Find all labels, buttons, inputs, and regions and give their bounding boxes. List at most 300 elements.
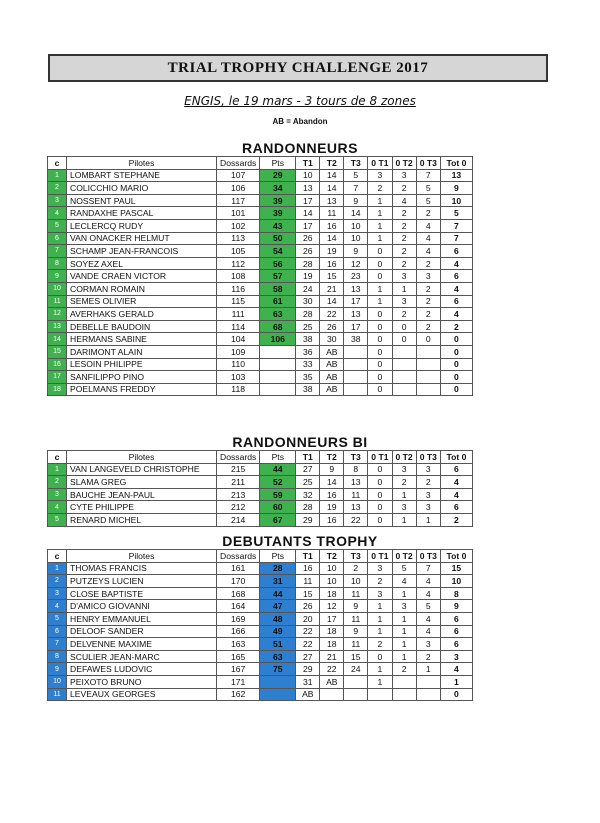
cell-tot: 0 <box>440 345 472 358</box>
table-row <box>48 488 473 501</box>
cell-t3: 13 <box>344 476 368 489</box>
cell-pts: 29 <box>260 169 296 182</box>
table-row <box>48 371 473 384</box>
cell-c: 11 <box>48 688 67 701</box>
column-header: 0 T2 <box>392 550 416 563</box>
cell-t3: 15 <box>344 650 368 663</box>
title-text: TRIAL TROPHY CHALLENGE 2017 <box>167 59 429 76</box>
cell-pts: 34 <box>260 182 296 195</box>
cell-tot: 15 <box>440 562 472 575</box>
cell-t3: 13 <box>344 308 368 321</box>
cell-t2: 13 <box>320 194 344 207</box>
cell-tot: 13 <box>440 169 472 182</box>
cell-c: 8 <box>48 257 67 270</box>
cell-z2: 4 <box>392 194 416 207</box>
cell-t2: AB <box>320 383 344 396</box>
cell-t3 <box>344 383 368 396</box>
cell-t3: 22 <box>344 513 368 526</box>
cell-tot: 9 <box>440 600 472 613</box>
column-header: 0 T3 <box>416 157 440 170</box>
cell-z2 <box>392 688 416 701</box>
table-row <box>48 182 473 195</box>
cell-z1: 1 <box>368 282 392 295</box>
cell-z1: 0 <box>368 513 392 526</box>
cell-c: 12 <box>48 308 67 321</box>
cell-z1: 0 <box>368 245 392 258</box>
cell-z2: 3 <box>392 270 416 283</box>
cell-t3: 9 <box>344 245 368 258</box>
table-row <box>48 476 473 489</box>
cell-dossard: 161 <box>217 562 260 575</box>
column-header: T3 <box>344 451 368 464</box>
cell-z2: 2 <box>392 219 416 232</box>
cell-z2: 5 <box>392 562 416 575</box>
table-row <box>48 320 473 333</box>
cell-z3: 2 <box>416 295 440 308</box>
cell-z3: 7 <box>416 562 440 575</box>
cell-pts: 43 <box>260 219 296 232</box>
column-header: T1 <box>296 451 320 464</box>
cell-t3 <box>344 675 368 688</box>
cell-c: 16 <box>48 358 67 371</box>
cell-tot: 7 <box>440 219 472 232</box>
cell-t1: 30 <box>296 295 320 308</box>
column-header: Dossards <box>217 451 260 464</box>
section-title: DEBUTANTS TROPHY <box>222 533 378 549</box>
cell-z3: 2 <box>416 320 440 333</box>
cell-c: 1 <box>48 463 67 476</box>
cell-t2: 18 <box>320 587 344 600</box>
cell-z2: 1 <box>392 282 416 295</box>
column-header: T1 <box>296 550 320 563</box>
cell-name: RANDAXHE PASCAL <box>67 207 217 220</box>
cell-dossard: 164 <box>217 600 260 613</box>
cell-name: DEFAWES LUDOVIC <box>67 663 217 676</box>
cell-t2: 30 <box>320 333 344 346</box>
cell-dossard: 103 <box>217 371 260 384</box>
cell-t3: 17 <box>344 320 368 333</box>
cell-t2: 9 <box>320 463 344 476</box>
cell-t2: 16 <box>320 488 344 501</box>
cell-t1: 17 <box>296 194 320 207</box>
cell-dossard: 110 <box>217 358 260 371</box>
cell-t3: 24 <box>344 663 368 676</box>
cell-z2: 3 <box>392 295 416 308</box>
cell-tot: 4 <box>440 282 472 295</box>
cell-name: LECLERCQ RUDY <box>67 219 217 232</box>
cell-z1: 2 <box>368 575 392 588</box>
cell-pts: 106 <box>260 333 296 346</box>
document-title <box>48 54 548 82</box>
cell-tot: 7 <box>440 232 472 245</box>
cell-pts <box>260 675 296 688</box>
table-row <box>48 638 473 651</box>
cell-z1: 1 <box>368 219 392 232</box>
cell-z2: 0 <box>392 333 416 346</box>
cell-z1: 1 <box>368 625 392 638</box>
cell-name: HERMANS SABINE <box>67 333 217 346</box>
cell-c: 9 <box>48 270 67 283</box>
cell-name: THOMAS FRANCIS <box>67 562 217 575</box>
cell-t3: 11 <box>344 587 368 600</box>
cell-dossard: 114 <box>217 320 260 333</box>
cell-tot: 10 <box>440 575 472 588</box>
column-header: Pilotes <box>67 157 217 170</box>
cell-t2: AB <box>320 371 344 384</box>
cell-c: 1 <box>48 169 67 182</box>
cell-dossard: 215 <box>217 463 260 476</box>
cell-t2: 10 <box>320 575 344 588</box>
cell-pts: 68 <box>260 320 296 333</box>
column-header: c <box>48 451 67 464</box>
cell-z2: 2 <box>392 257 416 270</box>
cell-t2: 16 <box>320 219 344 232</box>
cell-z2: 2 <box>392 663 416 676</box>
cell-pts: 50 <box>260 232 296 245</box>
cell-c: 7 <box>48 638 67 651</box>
results-table <box>47 549 473 701</box>
cell-tot: 8 <box>440 587 472 600</box>
cell-z2: 2 <box>392 182 416 195</box>
cell-z1: 1 <box>368 612 392 625</box>
cell-pts: 49 <box>260 625 296 638</box>
column-header: Dossards <box>217 157 260 170</box>
table-row <box>48 333 473 346</box>
cell-z3: 3 <box>416 270 440 283</box>
cell-z2 <box>392 371 416 384</box>
cell-pts: 51 <box>260 638 296 651</box>
cell-tot: 10 <box>440 194 472 207</box>
column-header: 0 T1 <box>368 550 392 563</box>
table-row <box>48 625 473 638</box>
cell-pts: 75 <box>260 663 296 676</box>
cell-z1: 0 <box>368 320 392 333</box>
table-header-row <box>48 550 473 563</box>
cell-z2: 1 <box>392 625 416 638</box>
cell-t3 <box>344 358 368 371</box>
cell-z3: 3 <box>416 638 440 651</box>
cell-t3: 10 <box>344 232 368 245</box>
cell-z3 <box>416 371 440 384</box>
column-header: 0 T3 <box>416 451 440 464</box>
column-header: 0 T2 <box>392 451 416 464</box>
cell-tot: 6 <box>440 625 472 638</box>
cell-dossard: 116 <box>217 282 260 295</box>
table-row <box>48 207 473 220</box>
event-subtitle: ENGIS, le 19 mars - 3 tours de 8 zones <box>184 94 416 108</box>
column-header: Pilotes <box>67 451 217 464</box>
cell-z3: 4 <box>416 219 440 232</box>
cell-pts: 54 <box>260 245 296 258</box>
cell-c: 18 <box>48 383 67 396</box>
cell-z3 <box>416 383 440 396</box>
cell-dossard: 104 <box>217 333 260 346</box>
cell-z2: 2 <box>392 207 416 220</box>
cell-z1: 3 <box>368 562 392 575</box>
cell-name: DELOOF SANDER <box>67 625 217 638</box>
cell-z3 <box>416 688 440 701</box>
cell-t3: 17 <box>344 295 368 308</box>
table-row <box>48 587 473 600</box>
cell-t3 <box>344 371 368 384</box>
cell-z1: 1 <box>368 232 392 245</box>
cell-t1: 29 <box>296 663 320 676</box>
cell-z3: 4 <box>416 625 440 638</box>
table-row <box>48 600 473 613</box>
cell-z1: 1 <box>368 663 392 676</box>
cell-t3: 10 <box>344 575 368 588</box>
cell-name: COLICCHIO MARIO <box>67 182 217 195</box>
cell-name: NOSSENT PAUL <box>67 194 217 207</box>
column-header: c <box>48 550 67 563</box>
cell-z3: 2 <box>416 282 440 295</box>
cell-z1: 1 <box>368 600 392 613</box>
cell-c: 2 <box>48 575 67 588</box>
cell-t1: 33 <box>296 358 320 371</box>
cell-t3: 11 <box>344 488 368 501</box>
cell-c: 2 <box>48 476 67 489</box>
cell-c: 9 <box>48 663 67 676</box>
cell-z2: 2 <box>392 245 416 258</box>
cell-c: 4 <box>48 501 67 514</box>
cell-t2: 11 <box>320 207 344 220</box>
table-row <box>48 358 473 371</box>
cell-c: 6 <box>48 625 67 638</box>
table-header-row <box>48 157 473 170</box>
cell-z2: 1 <box>392 587 416 600</box>
cell-dossard: 113 <box>217 232 260 245</box>
cell-t2: 16 <box>320 513 344 526</box>
cell-z1: 0 <box>368 383 392 396</box>
cell-pts: 44 <box>260 463 296 476</box>
cell-z3: 4 <box>416 245 440 258</box>
cell-z2 <box>392 675 416 688</box>
cell-pts: 57 <box>260 270 296 283</box>
cell-z2: 3 <box>392 169 416 182</box>
cell-t2: 21 <box>320 282 344 295</box>
cell-c: 13 <box>48 320 67 333</box>
cell-t3: 7 <box>344 182 368 195</box>
cell-pts: 67 <box>260 513 296 526</box>
cell-t1: 15 <box>296 587 320 600</box>
cell-t3: 2 <box>344 562 368 575</box>
cell-tot: 4 <box>440 476 472 489</box>
cell-c: 5 <box>48 513 67 526</box>
cell-z1: 0 <box>368 333 392 346</box>
cell-z3: 4 <box>416 575 440 588</box>
column-header: c <box>48 157 67 170</box>
cell-t3: 38 <box>344 333 368 346</box>
cell-dossard: 163 <box>217 638 260 651</box>
cell-tot: 9 <box>440 182 472 195</box>
cell-name: SCHAMP JEAN-FRANCOIS <box>67 245 217 258</box>
cell-t2: 19 <box>320 501 344 514</box>
cell-c: 1 <box>48 562 67 575</box>
cell-t1: 25 <box>296 320 320 333</box>
cell-dossard: 166 <box>217 625 260 638</box>
cell-z1: 0 <box>368 650 392 663</box>
cell-t2: 14 <box>320 182 344 195</box>
table-row <box>48 562 473 575</box>
cell-t3: 23 <box>344 270 368 283</box>
cell-z3: 1 <box>416 663 440 676</box>
section-title: RANDONNEURS BI <box>232 434 368 450</box>
cell-dossard: 107 <box>217 169 260 182</box>
cell-tot: 0 <box>440 688 472 701</box>
table-row <box>48 219 473 232</box>
cell-c: 14 <box>48 333 67 346</box>
cell-pts: 48 <box>260 612 296 625</box>
column-header: 0 T3 <box>416 550 440 563</box>
cell-z1: 3 <box>368 587 392 600</box>
cell-z3: 2 <box>416 476 440 489</box>
cell-z3: 4 <box>416 232 440 245</box>
table-row <box>48 663 473 676</box>
cell-z3: 2 <box>416 207 440 220</box>
cell-t3: 9 <box>344 625 368 638</box>
cell-dossard: 117 <box>217 194 260 207</box>
cell-z1: 2 <box>368 638 392 651</box>
cell-pts: 58 <box>260 282 296 295</box>
cell-name: POELMANS FREDDY <box>67 383 217 396</box>
cell-t1: 20 <box>296 612 320 625</box>
table-row <box>48 501 473 514</box>
cell-z1: 1 <box>368 675 392 688</box>
cell-t2: AB <box>320 345 344 358</box>
column-header: T2 <box>320 157 344 170</box>
cell-z3: 2 <box>416 308 440 321</box>
cell-t1: 11 <box>296 575 320 588</box>
cell-pts: 39 <box>260 207 296 220</box>
cell-t1: 38 <box>296 333 320 346</box>
cell-name: SCULIER JEAN-MARC <box>67 650 217 663</box>
cell-dossard: 212 <box>217 501 260 514</box>
cell-c: 3 <box>48 587 67 600</box>
cell-z2 <box>392 358 416 371</box>
cell-tot: 6 <box>440 501 472 514</box>
cell-c: 3 <box>48 194 67 207</box>
cell-z1: 2 <box>368 182 392 195</box>
cell-name: CLOSE BAPTISTE <box>67 587 217 600</box>
cell-t1: 14 <box>296 207 320 220</box>
cell-z2: 3 <box>392 501 416 514</box>
column-header: Tot 0 <box>440 550 472 563</box>
cell-z3 <box>416 675 440 688</box>
cell-z3: 4 <box>416 612 440 625</box>
cell-t3: 14 <box>344 207 368 220</box>
column-header: Tot 0 <box>440 451 472 464</box>
cell-name: DARIMONT ALAIN <box>67 345 217 358</box>
cell-dossard: 170 <box>217 575 260 588</box>
cell-z1: 0 <box>368 476 392 489</box>
cell-dossard: 112 <box>217 257 260 270</box>
cell-z2: 3 <box>392 463 416 476</box>
cell-z3: 2 <box>416 650 440 663</box>
cell-t1: 19 <box>296 270 320 283</box>
cell-z2: 2 <box>392 476 416 489</box>
table-row <box>48 675 473 688</box>
cell-pts: 28 <box>260 562 296 575</box>
cell-z3 <box>416 358 440 371</box>
table-row <box>48 513 473 526</box>
cell-z1: 0 <box>368 488 392 501</box>
cell-t1: 22 <box>296 625 320 638</box>
cell-c: 15 <box>48 345 67 358</box>
table-row <box>48 232 473 245</box>
cell-t2: 26 <box>320 320 344 333</box>
cell-t2: 22 <box>320 308 344 321</box>
cell-t2: 19 <box>320 245 344 258</box>
cell-tot: 4 <box>440 308 472 321</box>
cell-z3: 3 <box>416 501 440 514</box>
cell-z2 <box>392 383 416 396</box>
cell-t2: 17 <box>320 612 344 625</box>
cell-z3: 5 <box>416 194 440 207</box>
cell-t1: 28 <box>296 308 320 321</box>
cell-z3: 0 <box>416 333 440 346</box>
cell-z3: 5 <box>416 182 440 195</box>
table-row <box>48 688 473 701</box>
cell-name: VAN ONACKER HELMUT <box>67 232 217 245</box>
cell-t2: 10 <box>320 562 344 575</box>
cell-tot: 2 <box>440 320 472 333</box>
cell-t1: 35 <box>296 371 320 384</box>
cell-z1: 3 <box>368 169 392 182</box>
cell-pts: 56 <box>260 257 296 270</box>
cell-t2: 21 <box>320 650 344 663</box>
cell-z2 <box>392 345 416 358</box>
cell-t3: 9 <box>344 194 368 207</box>
cell-t3: 8 <box>344 463 368 476</box>
cell-dossard: 171 <box>217 675 260 688</box>
section-title: RANDONNEURS <box>242 140 358 156</box>
cell-tot: 6 <box>440 463 472 476</box>
column-header: Pts <box>260 550 296 563</box>
table-row <box>48 345 473 358</box>
cell-z2: 4 <box>392 575 416 588</box>
cell-dossard: 168 <box>217 587 260 600</box>
cell-dossard: 106 <box>217 182 260 195</box>
table-row <box>48 245 473 258</box>
cell-z1: 0 <box>368 358 392 371</box>
cell-name: SEMES OLIVIER <box>67 295 217 308</box>
legend-abandon: AB = Abandon <box>272 117 328 126</box>
cell-dossard: 162 <box>217 688 260 701</box>
results-table <box>47 450 473 527</box>
column-header: T3 <box>344 157 368 170</box>
cell-t1: 26 <box>296 245 320 258</box>
cell-pts: 44 <box>260 587 296 600</box>
cell-t2: AB <box>320 358 344 371</box>
cell-tot: 0 <box>440 358 472 371</box>
cell-name: AVERHAKS GERALD <box>67 308 217 321</box>
cell-t1: 28 <box>296 257 320 270</box>
cell-c: 8 <box>48 650 67 663</box>
cell-pts: 47 <box>260 600 296 613</box>
cell-z3: 2 <box>416 257 440 270</box>
cell-c: 6 <box>48 232 67 245</box>
cell-t2: 14 <box>320 295 344 308</box>
cell-dossard: 167 <box>217 663 260 676</box>
results-table <box>47 156 473 396</box>
cell-z3: 3 <box>416 463 440 476</box>
cell-name: SLAMA GREG <box>67 476 217 489</box>
cell-t3: 12 <box>344 257 368 270</box>
cell-t2: 18 <box>320 638 344 651</box>
column-header: T3 <box>344 550 368 563</box>
cell-t1: AB <box>296 688 320 701</box>
cell-z2: 1 <box>392 513 416 526</box>
